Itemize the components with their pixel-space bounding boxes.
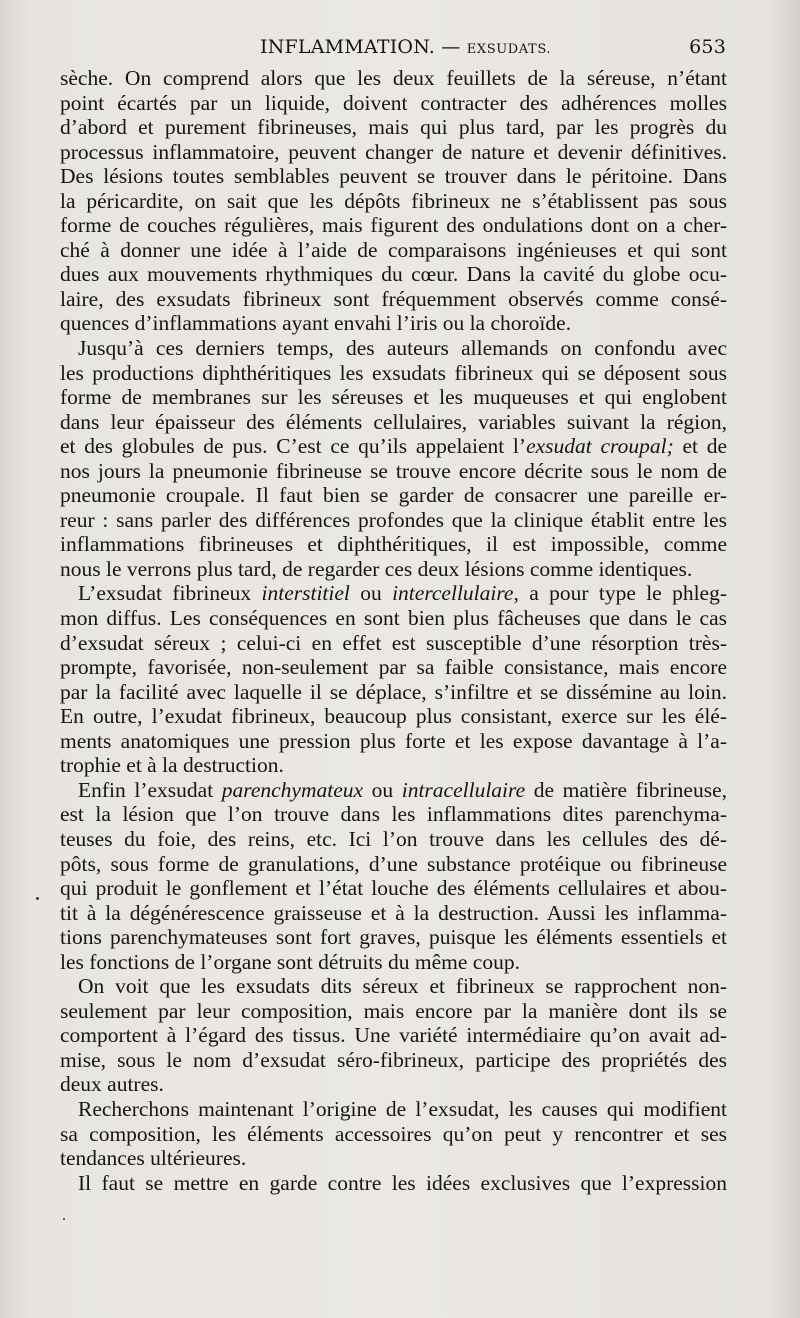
text-line: point écartés par un liquide, doivent contracter des adhérences molles: [60, 90, 727, 115]
text-line: forme de membranes sur les séreuses et les muqueuses et qui englobent: [60, 385, 727, 410]
paragraph-end-line: trophie et à la destruction.: [60, 753, 284, 778]
text-run: et de: [673, 434, 728, 459]
paragraph-end-line: nous le verrons plus tard, de regarder ces deux lésions comme identiques.: [60, 556, 693, 581]
running-title-small-caps: EXSUDATS.: [466, 42, 552, 57]
text-run: Enfin l’exsudat: [78, 777, 222, 802]
text-run: de matière fibrineuse,: [525, 777, 727, 802]
text-line: pneumonie croupale. Il faut bien se garder de consacrer une pareille er-: [60, 483, 727, 508]
text-line: En outre, l’exudat fibrineux, beaucoup plus consistant, exerce sur les élé-: [60, 704, 727, 729]
paragraph-first-line: Il faut se mettre en garde contre les idées exclusives que l’expression: [78, 1170, 727, 1195]
italic-term: exsudat croupal;: [526, 434, 674, 459]
running-title: [260, 36, 551, 58]
italic-term: parenchymateux: [221, 777, 364, 802]
text-line: inflammations fibrineuses et diphthéritiques, il est impossible, comme: [60, 532, 727, 557]
italic-term: intercellulaire: [392, 581, 514, 606]
running-title-main: INFLAMMATION. —: [260, 36, 461, 58]
text-line: est la lésion que l’on trouve dans les inflammations dites parenchyma-: [60, 802, 727, 827]
text-run: et des globules de pus. C’est ce qu’ils appelaient l’: [60, 434, 527, 459]
text-line: mise, sous le nom d’exsudat séro-fibrineux, participe des propriétés des: [60, 1047, 727, 1072]
text-line: tit à la dégénérescence graisseuse et à la destruction. Aussi les inflamma-: [60, 900, 727, 925]
text-line: ments anatomiques une pression plus forte et les expose davantage à l’a-: [60, 728, 727, 753]
text-line: dues aux mouvements rhythmiques du cœur. Dans la cavité du globe ocu-: [60, 262, 727, 287]
paragraph-end-line: quences d’inflammations ayant envahi l’iris ou la choroïde.: [60, 311, 572, 336]
text-line: reur : sans parler des différences profondes que la clinique établit entre les: [60, 507, 727, 532]
text-line: d’exsudat séreux ; celui-ci en effet est susceptible d’une résorption très-: [60, 630, 727, 655]
body-text: [60, 66, 727, 1195]
text-line: forme de couches régulières, mais figurent des ondulations dont on a cher-: [60, 213, 727, 238]
text-line: la péricardite, on sait que les dépôts fibrineux ne s’établissent pas sous: [60, 188, 727, 213]
paragraph-first-line: On voit que les exsudats dits séreux et fibrineux se rapprochent non-: [78, 974, 727, 999]
paragraph-first-line: [60, 581, 727, 606]
text-run: ou: [363, 777, 402, 802]
text-line: [60, 434, 727, 459]
text-line: ché à donner une idée à l’aide de comparaisons ingénieuses et qui sont: [60, 237, 727, 262]
text-line: qui produit le gonflement et l’état louche des éléments cellulaires et abou-: [60, 876, 727, 901]
text-line: Des lésions toutes semblables peuvent se trouver dans le péritoine. Dans: [60, 164, 727, 189]
text-line: par la facilité avec laquelle il se déplace, s’infiltre et se dissémine au loin.: [60, 679, 727, 704]
page-number: 653: [689, 36, 726, 58]
paragraph-end-line: les fonctions de l’organe sont détruits du même coup.: [60, 949, 520, 974]
ink-speck: [36, 897, 39, 900]
paragraph-end-line: deux autres.: [60, 1072, 164, 1097]
text-line: laire, des exsudats fibrineux sont fréquemment observés comme consé-: [60, 286, 727, 311]
paragraph-first-line: Recherchons maintenant l’origine de l’exsudat, les causes qui modifient: [78, 1096, 727, 1121]
text-line: comportent à l’égard des tissus. Une variété intermédiaire qu’on avait ad-: [60, 1023, 727, 1048]
paragraph-first-line: Jusqu’à ces derniers temps, des auteurs allemands on confondu avec: [78, 336, 727, 361]
text-line: sa composition, les éléments accessoires qu’on peut y rencontrer et ses: [60, 1121, 727, 1146]
text-line: dans leur épaisseur des éléments cellulaires, variables suivant la région,: [60, 409, 727, 434]
text-line: sèche. On comprend alors que les deux feuillets de la séreuse, n’étant: [60, 66, 727, 90]
text-line: seulement par leur composition, mais encore par la manière dont ils se: [60, 998, 727, 1023]
text-run: ou: [349, 581, 393, 606]
paragraph-first-line: [60, 778, 727, 803]
paragraph-end-line: tendances ultérieures.: [60, 1146, 247, 1171]
text-line: mon diffus. Les conséquences en sont bien plus fâcheuses que dans le cas: [60, 606, 727, 631]
text-run: L’exsudat fibrineux: [78, 581, 262, 606]
ink-speck: [63, 1218, 65, 1220]
text-line: teuses du foie, des reins, etc. Ici l’on trouve dans les cellules des dé-: [60, 826, 727, 851]
running-header: [60, 36, 730, 62]
text-line: tions parenchymateuses sont fort graves, puisque les éléments essentiels et: [60, 925, 727, 950]
text-line: nos jours la pneumonie fibrineuse se trouve encore décrite sous le nom de: [60, 458, 727, 483]
text-line: prompte, favorisée, non-seulement par sa faible consistance, mais encore: [60, 655, 727, 680]
text-line: pôts, sous forme de granulations, d’une substance protéique ou fibrineuse: [60, 851, 727, 876]
text-line: d’abord et purement fibrineuses, mais qui plus tard, par les progrès du: [60, 115, 727, 140]
italic-term: intracellulaire: [401, 777, 526, 802]
text-line: les productions diphthéritiques les exsudats fibrineux qui se déposent sous: [60, 360, 727, 385]
text-line: processus inflammatoire, peuvent changer de nature et devenir définitives.: [60, 139, 727, 164]
text-run: , a pour type le phleg-: [513, 581, 727, 606]
italic-term: interstitiel: [261, 581, 350, 606]
